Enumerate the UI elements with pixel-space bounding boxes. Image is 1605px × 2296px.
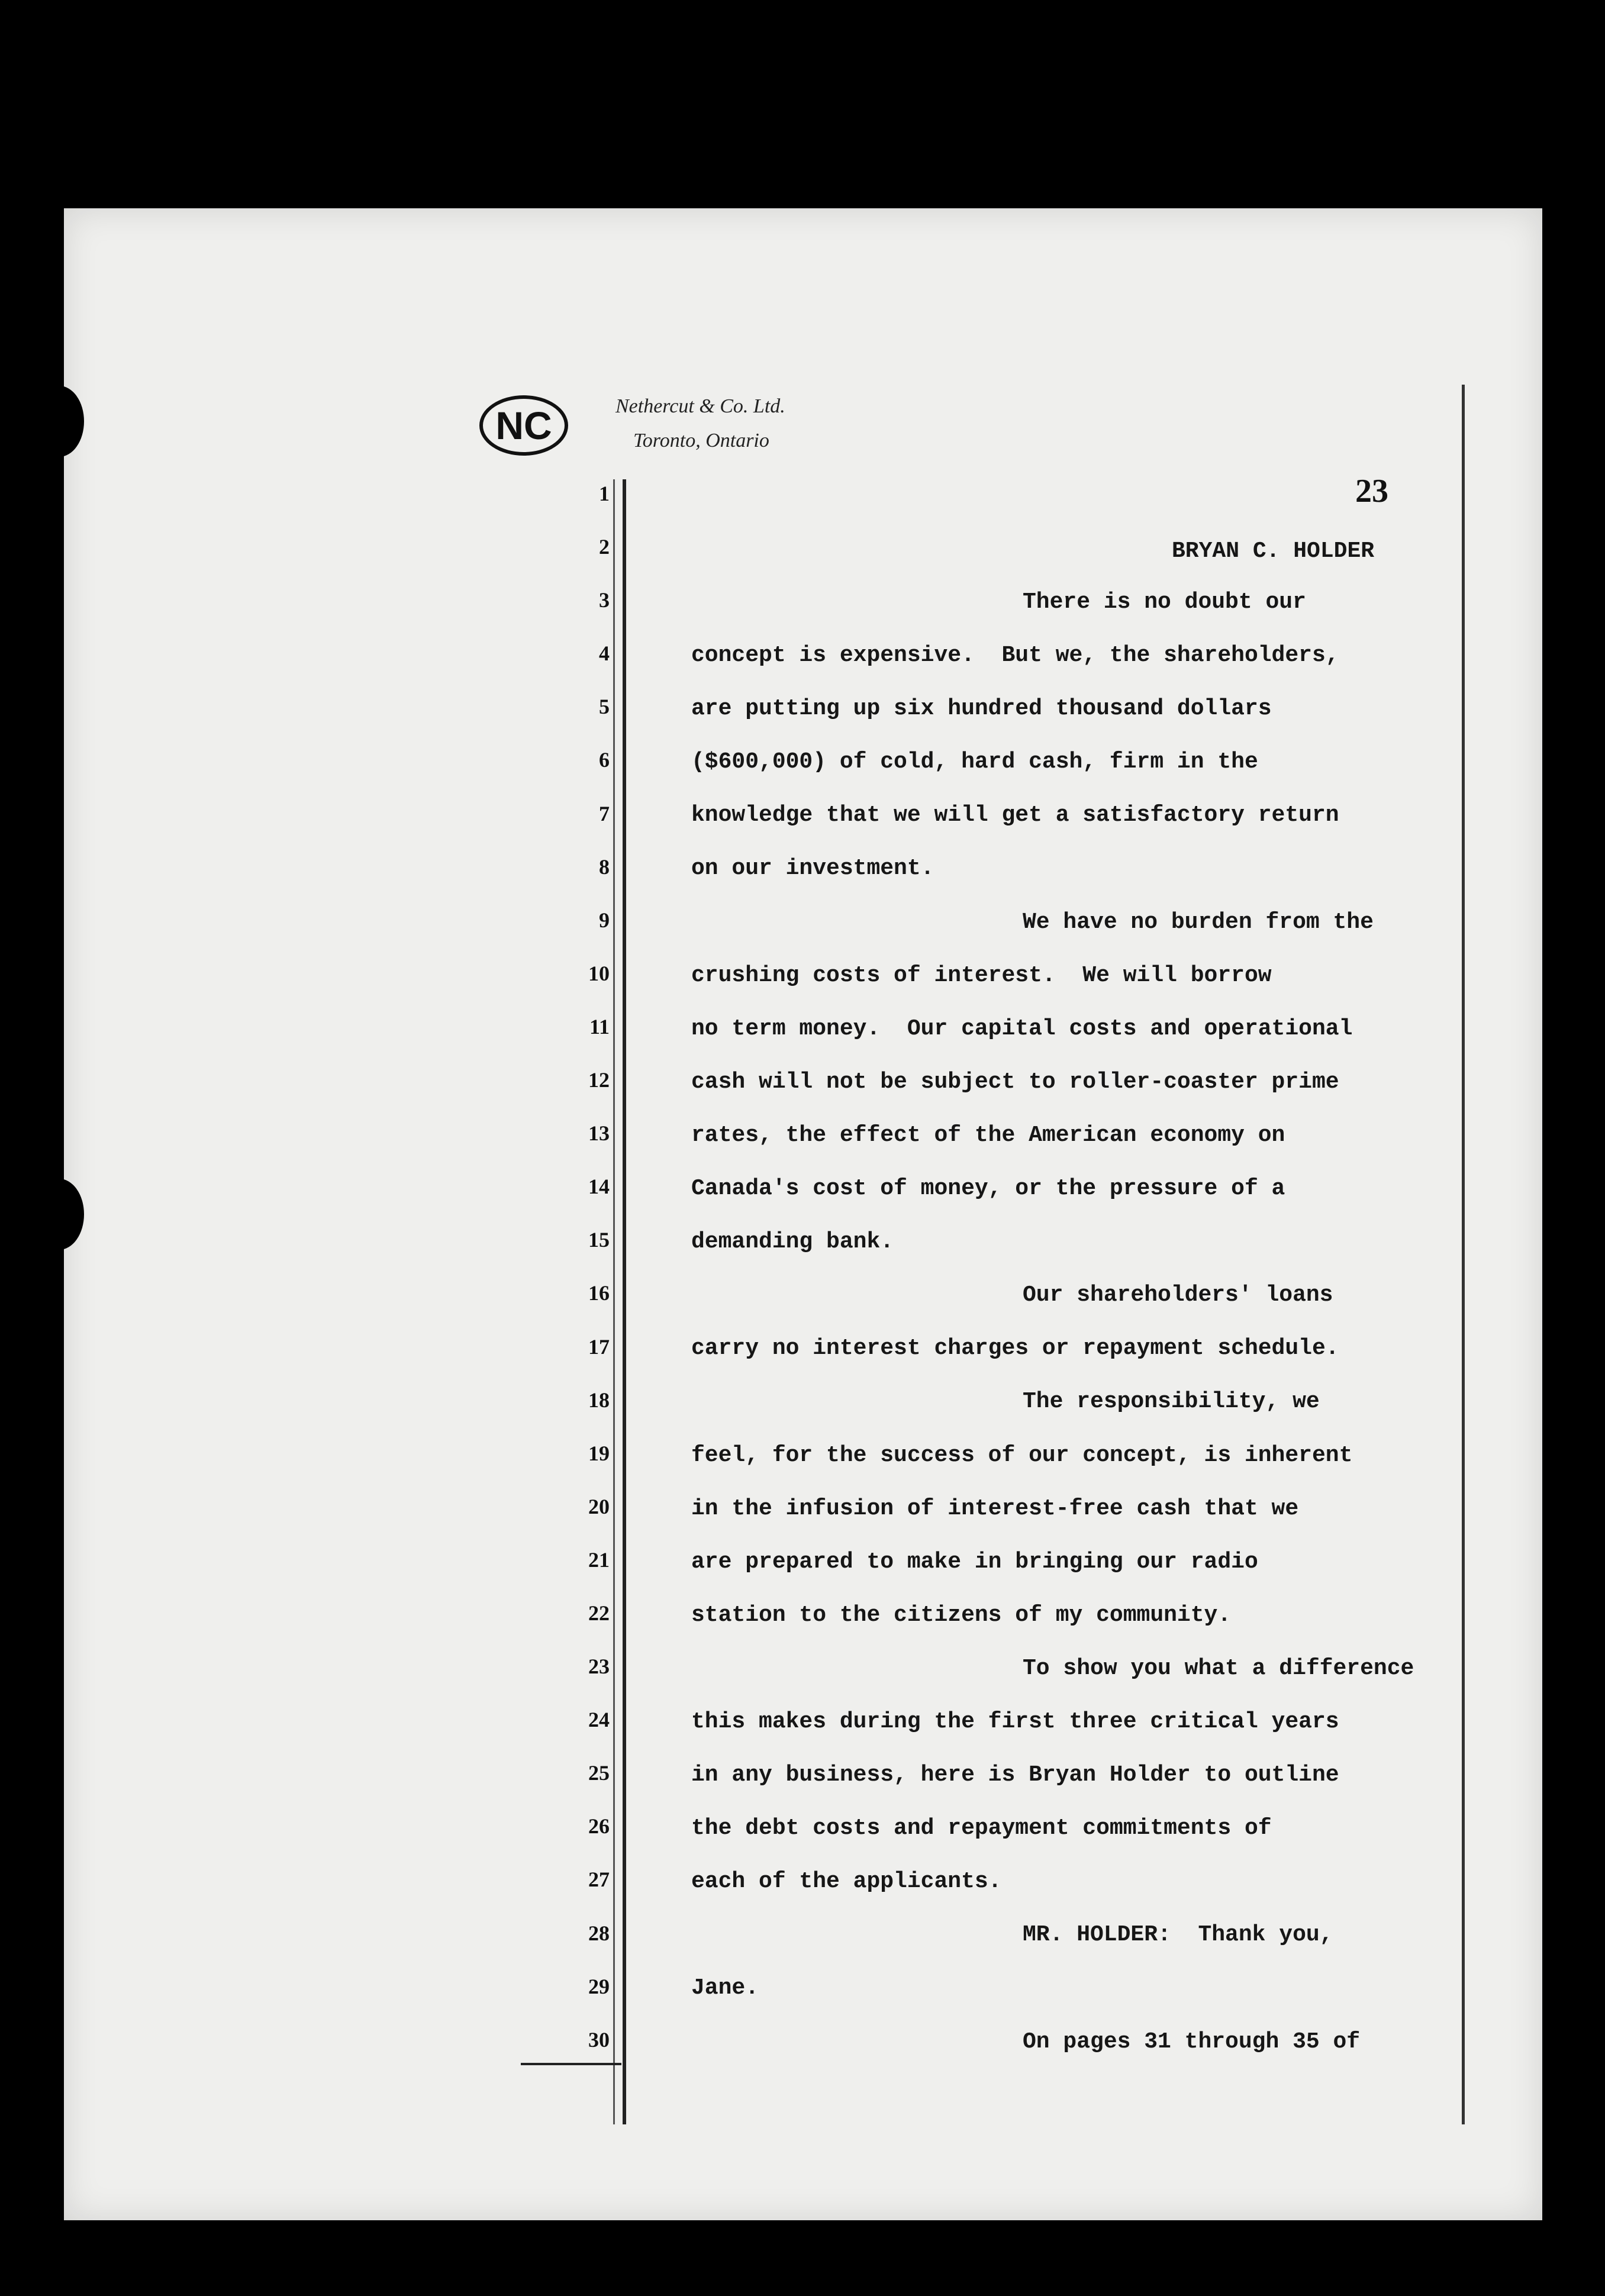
line-number: 19: [588, 1441, 610, 1465]
margin-rule: [623, 479, 626, 2124]
line-number: 5: [599, 695, 610, 719]
line-number: 16: [588, 1281, 610, 1305]
line-number: 4: [599, 641, 610, 666]
transcript-line: on our investment.: [691, 856, 934, 882]
speaker-heading: BRYAN C. HOLDER: [1172, 538, 1375, 564]
line-number: 30: [588, 2027, 610, 2052]
line-number: 9: [599, 908, 610, 932]
transcript-line: On pages 31 through 35 of: [1023, 2029, 1361, 2055]
line-number: 2: [599, 535, 610, 559]
line-number: 13: [588, 1121, 610, 1146]
transcript-body: [691, 587, 1472, 2080]
transcript-line: The responsibility, we: [1023, 1389, 1320, 1415]
line-number: 26: [588, 1814, 610, 1839]
line-number: 29: [588, 1974, 610, 1998]
line-number: 21: [588, 1547, 610, 1572]
logo-initials: NC: [495, 404, 552, 447]
transcript-line: crushing costs of interest. We will borrow: [691, 962, 1272, 988]
line-number: 23: [588, 1655, 610, 1679]
transcript-line: are prepared to make in bringing our radio: [691, 1549, 1258, 1575]
letterhead-company: Nethercut & Co. Ltd.: [615, 395, 785, 417]
line-number: 20: [588, 1494, 610, 1518]
line-number: 14: [588, 1175, 610, 1199]
line-number: 1: [599, 482, 610, 505]
transcript-line: the debt costs and repayment commitments of: [691, 1815, 1272, 1842]
binder-hole: [34, 386, 84, 457]
transcript-line: There is no doubt our: [1023, 589, 1306, 615]
transcript-line: no term money. Our capital costs and operational: [691, 1015, 1353, 1041]
line-number: 12: [588, 1068, 610, 1092]
transcript-line: Jane.: [691, 1975, 759, 2001]
transcript-line: each of the applicants.: [691, 1869, 1002, 1895]
binder-hole: [34, 1179, 84, 1250]
line-number: 24: [588, 1708, 610, 1732]
transcript-line: Our shareholders' loans: [1023, 1282, 1333, 1308]
transcript-line: rates, the effect of the American economy on: [691, 1122, 1285, 1148]
line-number-column: [556, 478, 610, 2078]
line-number: 25: [588, 1761, 610, 1785]
transcript-line: MR. HOLDER: Thank you,: [1023, 1922, 1333, 1948]
transcript-line: knowledge that we will get a satisfactory return: [691, 802, 1339, 828]
transcript-line: in the infusion of interest-free cash that we: [691, 1495, 1299, 1521]
company-logo: [479, 395, 568, 456]
transcript-line: concept is expensive. But we, the shareholders,: [691, 643, 1339, 669]
transcript-line: carry no interest charges or repayment schedule.: [691, 1336, 1339, 1362]
transcript-line: are putting up six hundred thousand dollars: [691, 696, 1272, 722]
line-number: 10: [588, 961, 610, 985]
line-number: 6: [599, 748, 610, 772]
line-number: 7: [599, 801, 610, 825]
line-number: 28: [588, 1921, 610, 1945]
transcript-line: ($600,000) of cold, hard cash, firm in the: [691, 749, 1258, 775]
line-number: 22: [588, 1601, 610, 1625]
transcript-line: To show you what a difference: [1023, 1655, 1414, 1681]
line-number: 3: [599, 588, 610, 612]
line-number: 8: [599, 854, 610, 879]
transcript-line: in any business, here is Bryan Holder to outline: [691, 1762, 1339, 1788]
transcript-line: demanding bank.: [691, 1229, 894, 1255]
transcript-line: We have no burden from the: [1023, 909, 1374, 935]
transcript-line: feel, for the success of our concept, is inherent: [691, 1442, 1353, 1468]
page-number: 23: [1355, 473, 1388, 509]
transcript-line: this makes during the first three critical years: [691, 1708, 1339, 1734]
line-number: 11: [589, 1014, 610, 1039]
transcript-line: cash will not be subject to roller-coaster prime: [691, 1069, 1339, 1095]
letterhead-location: Toronto, Ontario: [633, 430, 769, 452]
line-number: 15: [588, 1228, 610, 1252]
line-number: 27: [588, 1868, 610, 1892]
line-number: 18: [588, 1388, 610, 1412]
transcript-line: station to the citizens of my community.: [691, 1602, 1232, 1628]
line-number: 17: [588, 1334, 610, 1359]
margin-rule-thin: [613, 479, 615, 2124]
transcript-line: Canada's cost of money, or the pressure of a: [691, 1176, 1285, 1202]
